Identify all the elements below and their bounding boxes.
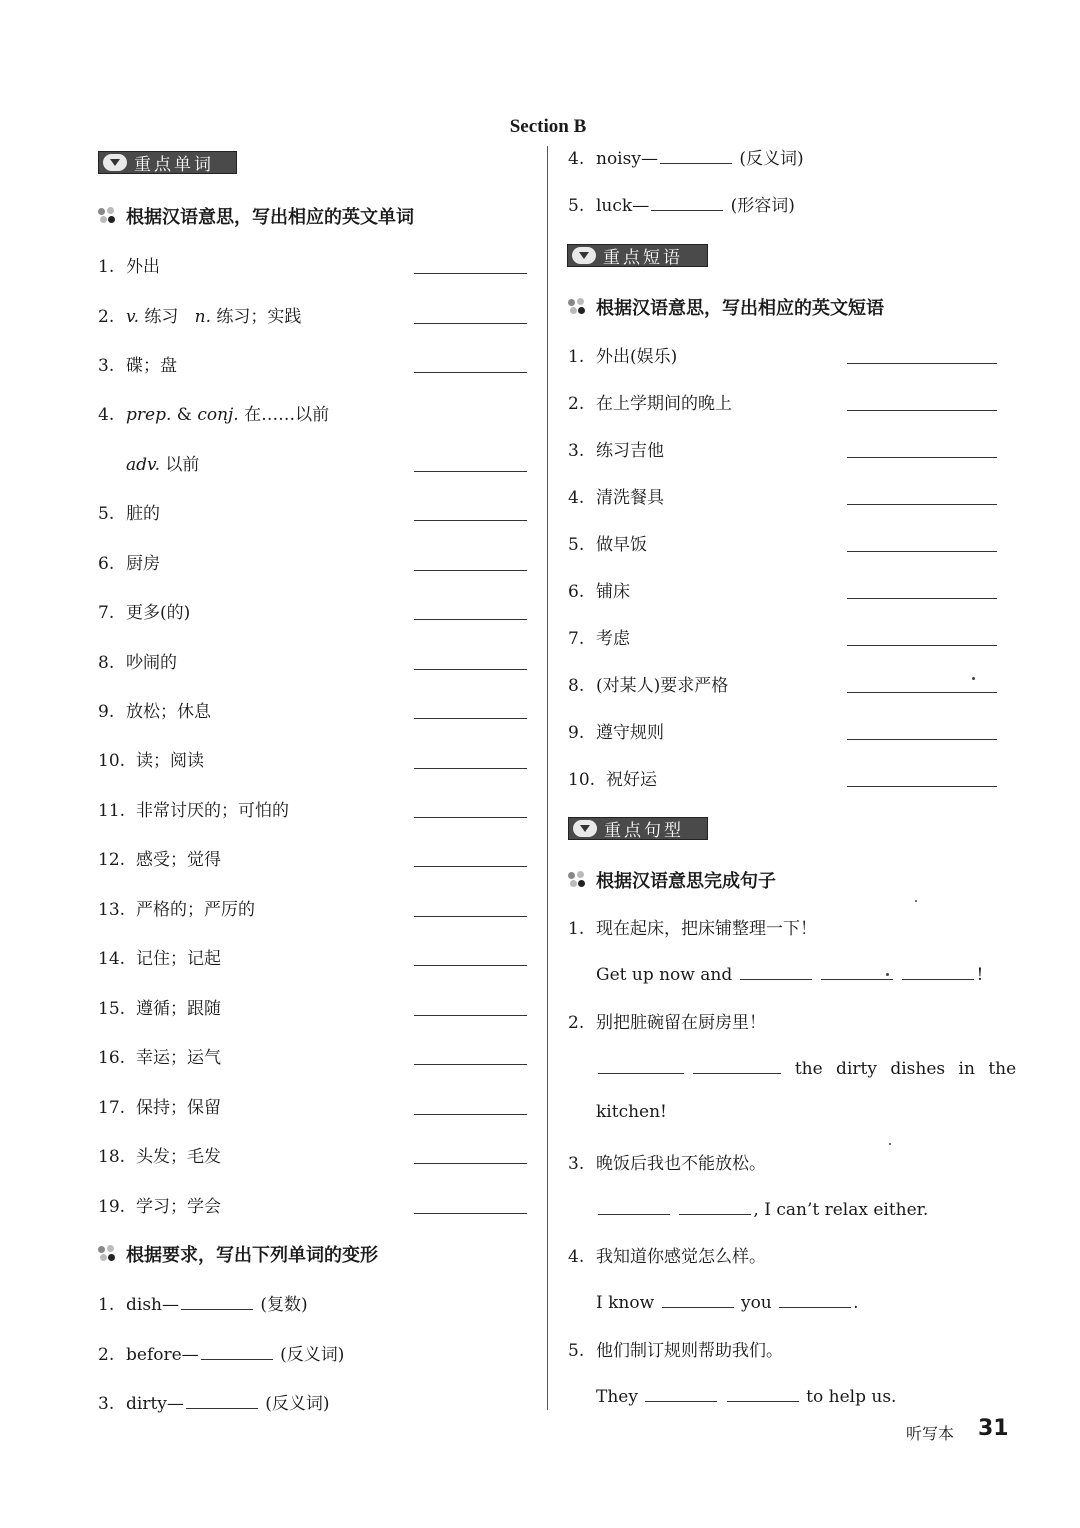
answer-line[interactable] — [847, 410, 997, 411]
heading-sentences: 根据汉语意思完成句子 — [568, 867, 776, 893]
answer-line[interactable] — [414, 1114, 527, 1115]
word-item: 6. 厨房 — [98, 554, 160, 574]
sentence-answer-cont: kitchen! — [596, 1102, 667, 1122]
chevron-down-icon — [572, 247, 596, 264]
sentence-answer: I know you . — [596, 1289, 859, 1313]
badge-key-words: 重点单词 — [98, 151, 237, 174]
chevron-down-icon — [573, 820, 597, 837]
answer-blank[interactable] — [651, 192, 723, 211]
answer-line[interactable] — [414, 323, 527, 324]
word-item-cont: adv. 以前 — [126, 455, 200, 475]
word-item: 3. 碟；盘 — [98, 356, 177, 376]
answer-line[interactable] — [414, 1163, 527, 1164]
answer-blank[interactable] — [662, 1289, 734, 1308]
answer-blank[interactable] — [660, 145, 732, 164]
heading-phrases: 根据汉语意思，写出相应的英文短语 — [568, 294, 884, 320]
answer-line[interactable] — [847, 739, 997, 740]
page-number: 31 — [978, 1416, 1009, 1441]
word-item: 10. 读；阅读 — [98, 751, 204, 771]
sentence-answer: They to help us. — [596, 1383, 896, 1407]
answer-blank[interactable] — [645, 1383, 717, 1402]
sentence-answer: the dirty dishes in the — [596, 1055, 1016, 1079]
answer-blank[interactable] — [598, 1055, 684, 1074]
book-name: 听写本 — [906, 1424, 955, 1443]
answer-line[interactable] — [414, 916, 527, 917]
word-item: 18. 头发；毛发 — [98, 1147, 221, 1167]
answer-line[interactable] — [414, 1213, 527, 1214]
phrase-item: 6. 铺床 — [568, 582, 630, 602]
phrase-item: 3. 练习吉他 — [568, 441, 664, 461]
answer-line[interactable] — [414, 273, 527, 274]
phrase-item: 5. 做早饭 — [568, 535, 647, 555]
answer-blank[interactable] — [740, 961, 812, 980]
answer-line[interactable] — [414, 768, 527, 769]
word-item: 16. 幸运；运气 — [98, 1048, 221, 1068]
answer-line[interactable] — [414, 372, 527, 373]
answer-line[interactable] — [414, 570, 527, 571]
answer-blank[interactable] — [727, 1383, 799, 1402]
phrase-item: 2. 在上学期间的晚上 — [568, 394, 732, 414]
answer-line[interactable] — [847, 692, 997, 693]
answer-line[interactable] — [414, 1015, 527, 1016]
answer-blank[interactable] — [821, 961, 893, 980]
phrase-item: 7. 考虑 — [568, 629, 630, 649]
phrase-item: 8. (对某人)要求严格 — [568, 676, 729, 696]
answer-line[interactable] — [847, 551, 997, 552]
sentence-prompt: 4. 我知道你感觉怎么样。 — [568, 1247, 766, 1267]
form-item: 4. noisy— (反义词) — [568, 144, 804, 169]
form-item: 3. dirty— (反义词) — [98, 1389, 330, 1414]
print-speck — [915, 900, 917, 902]
answer-blank[interactable] — [186, 1390, 258, 1409]
answer-line[interactable] — [414, 471, 527, 472]
word-item: 19. 学习；学会 — [98, 1197, 221, 1217]
word-item: 9. 放松；休息 — [98, 702, 211, 722]
answer-line[interactable] — [414, 669, 527, 670]
answer-blank[interactable] — [679, 1196, 751, 1215]
answer-line[interactable] — [414, 1064, 527, 1065]
sentence-answer: , I can’t relax either. — [596, 1196, 928, 1220]
answer-blank[interactable] — [693, 1055, 781, 1074]
bullet-dots-icon — [98, 1245, 118, 1263]
answer-line[interactable] — [414, 866, 527, 867]
answer-line[interactable] — [414, 520, 527, 521]
answer-line[interactable] — [847, 645, 997, 646]
form-item: 2. before— (反义词) — [98, 1340, 344, 1365]
word-item: 13. 严格的；严厉的 — [98, 900, 255, 920]
answer-line[interactable] — [847, 457, 997, 458]
badge-key-phrases: 重点短语 — [567, 244, 708, 267]
heading-forms: 根据要求，写出下列单词的变形 — [98, 1241, 378, 1267]
print-speck — [889, 1143, 891, 1145]
answer-blank[interactable] — [201, 1341, 273, 1360]
chevron-down-icon — [103, 154, 127, 171]
word-item: 14. 记住；记起 — [98, 949, 221, 969]
badge-key-sentences: 重点句型 — [568, 817, 708, 840]
bullet-dots-icon — [568, 871, 588, 889]
word-item: 15. 遵循；跟随 — [98, 999, 221, 1019]
phrase-item: 9. 遵守规则 — [568, 723, 664, 743]
answer-line[interactable] — [847, 504, 997, 505]
answer-line[interactable] — [414, 965, 527, 966]
sentence-prompt: 5. 他们制订规则帮助我们。 — [568, 1341, 783, 1361]
word-item: 11. 非常讨厌的；可怕的 — [98, 801, 289, 821]
word-item: 12. 感受；觉得 — [98, 850, 221, 870]
word-item: 7. 更多(的) — [98, 603, 191, 623]
answer-line[interactable] — [847, 363, 997, 364]
word-item: 1. 外出 — [98, 257, 160, 277]
sentence-prompt: 1. 现在起床，把床铺整理一下！ — [568, 919, 817, 939]
answer-line[interactable] — [847, 598, 997, 599]
phrase-item: 10. 祝好运 — [568, 770, 657, 790]
form-item: 5. luck— (形容词) — [568, 191, 795, 216]
answer-blank[interactable] — [902, 961, 974, 980]
word-item: 8. 吵闹的 — [98, 653, 177, 673]
word-item: 2. v. 练习 n. 练习；实践 — [98, 307, 302, 327]
word-item: 4. prep. & conj. 在……以前 — [98, 405, 330, 425]
word-item: 17. 保持；保留 — [98, 1098, 221, 1118]
sentence-prompt: 2. 别把脏碗留在厨房里！ — [568, 1013, 766, 1033]
answer-line[interactable] — [414, 718, 527, 719]
heading-words: 根据汉语意思，写出相应的英文单词 — [98, 203, 414, 229]
word-item: 5. 脏的 — [98, 504, 160, 524]
print-speck — [886, 973, 889, 976]
bullet-dots-icon — [568, 298, 588, 316]
section-title: Section B — [509, 116, 587, 137]
answer-blank[interactable] — [181, 1291, 253, 1310]
answer-line[interactable] — [414, 817, 527, 818]
print-speck — [972, 677, 975, 680]
form-item: 1. dish— (复数) — [98, 1290, 308, 1315]
answer-line[interactable] — [414, 619, 527, 620]
phrase-item: 1. 外出(娱乐) — [568, 347, 678, 367]
bullet-dots-icon — [98, 207, 118, 225]
sentence-prompt: 3. 晚饭后我也不能放松。 — [568, 1154, 766, 1174]
answer-blank[interactable] — [598, 1196, 670, 1215]
answer-blank[interactable] — [779, 1289, 851, 1308]
sentence-answer: Get up now and ! — [596, 961, 983, 985]
phrase-item: 4. 清洗餐具 — [568, 488, 664, 508]
column-divider — [547, 146, 548, 1410]
answer-line[interactable] — [847, 786, 997, 787]
